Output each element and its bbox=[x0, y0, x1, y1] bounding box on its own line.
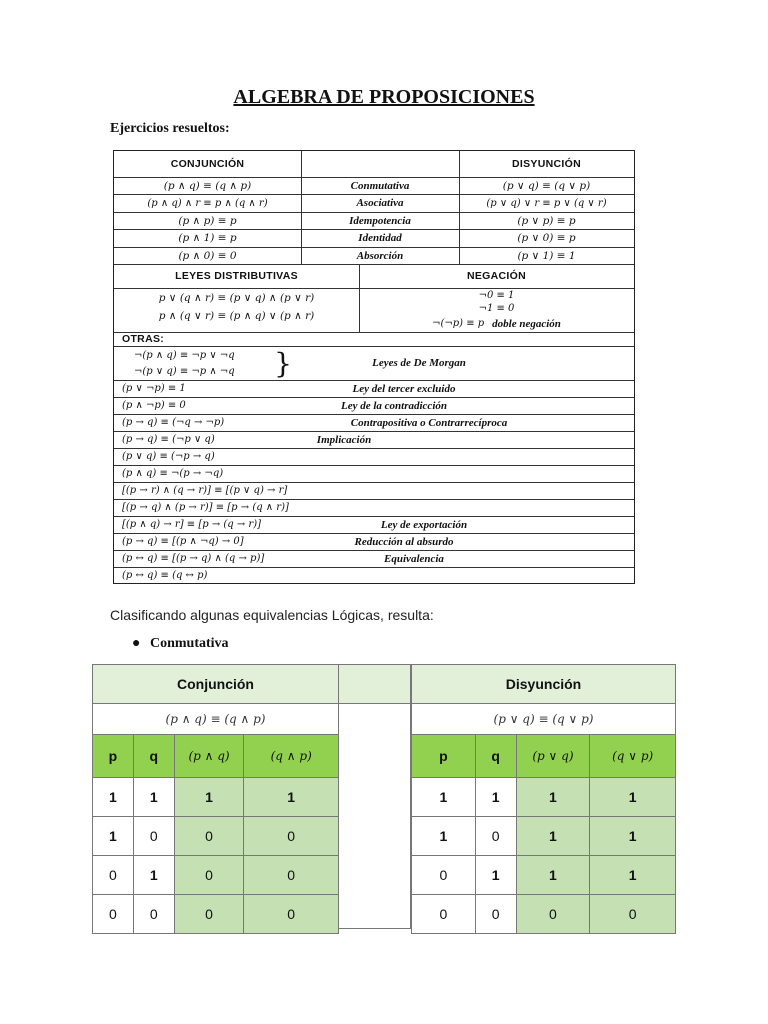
conjuncion-formula: (p ∧ q) ≡ (q ∧ p) bbox=[93, 704, 339, 735]
otras-formula: (p ∨ ¬p) ≡ 1 bbox=[122, 383, 186, 394]
distrib-formula: p ∨ (q ∧ r) ≡ (p ∨ q) ∧ (p ∨ r) bbox=[158, 292, 315, 304]
header-otras: OTRAS: bbox=[122, 333, 165, 345]
cell: 1 bbox=[590, 817, 676, 856]
table-row bbox=[412, 817, 676, 856]
otras-name: Ley de la contradicción bbox=[340, 399, 447, 412]
cell: 1 bbox=[244, 778, 339, 817]
cell: 0 bbox=[93, 856, 134, 895]
col-header: (p ∨ q) bbox=[516, 735, 590, 778]
subtitle: Ejercicios resueltos: bbox=[110, 121, 230, 136]
cell: 0 bbox=[412, 856, 476, 895]
otras-formula: (p ∧ ¬p) ≡ 0 bbox=[122, 400, 186, 411]
cell: 1 bbox=[133, 778, 174, 817]
table-row bbox=[93, 895, 339, 934]
col-header: (q ∨ p) bbox=[590, 735, 676, 778]
cell: 0 bbox=[475, 817, 516, 856]
otras-formula: (p ∨ q) ≡ (¬p → q) bbox=[122, 451, 215, 462]
cell: 1 bbox=[475, 778, 516, 817]
cell: 1 bbox=[174, 778, 244, 817]
rule-name: Conmutativa bbox=[350, 179, 410, 192]
rule-name: Idempotencia bbox=[349, 214, 411, 227]
table-row bbox=[412, 778, 676, 817]
negacion-doble-row bbox=[359, 315, 634, 332]
table-row bbox=[412, 856, 676, 895]
cell: 0 bbox=[174, 817, 244, 856]
cell: 0 bbox=[133, 895, 174, 934]
conjuncion-truth-table bbox=[92, 664, 339, 934]
rule-right-formula: (p ∨ q) ≡ (q ∨ p) bbox=[502, 179, 591, 192]
negacion-formula: ¬(¬p) ≡ p bbox=[432, 318, 485, 329]
cell: 0 bbox=[244, 856, 339, 895]
header-negacion: NEGACIÓN bbox=[467, 270, 526, 282]
bullet-label: Conmutativa bbox=[150, 636, 229, 651]
cell: 0 bbox=[174, 856, 244, 895]
otras-formula: (p ∧ q) ≡ ¬(p → ¬q) bbox=[122, 468, 224, 479]
cell: 1 bbox=[516, 817, 590, 856]
header-disyuncion: DISYUNCIÓN bbox=[512, 158, 581, 170]
header-leyes-distributivas: LEYES DISTRIBUTIVAS bbox=[175, 270, 298, 282]
cell: 0 bbox=[174, 895, 244, 934]
spacer-column bbox=[338, 664, 411, 929]
rule-name: Asociativa bbox=[356, 197, 404, 209]
cell: 0 bbox=[244, 817, 339, 856]
demorgan-formula: ¬(p ∨ q) ≡ ¬p ∧ ¬q bbox=[134, 365, 235, 377]
rule-right-formula: (p ∨ p) ≡ p bbox=[517, 214, 576, 227]
rule-left-formula: (p ∧ 0) ≡ 0 bbox=[178, 249, 237, 262]
disyuncion-truth-table bbox=[411, 664, 676, 934]
demorgan-formula: ¬(p ∧ q) ≡ ¬p ∨ ¬q bbox=[134, 349, 235, 361]
cell: 1 bbox=[516, 856, 590, 895]
otras-formula: (p ↔ q) ≡ [(p → q) ∧ (q → p)] bbox=[122, 553, 265, 564]
rule-right-formula: (p ∨ 1) ≡ 1 bbox=[517, 249, 576, 262]
page-title: ALGEBRA DE PROPOSICIONES bbox=[233, 86, 535, 108]
disyuncion-formula: (p ∨ q) ≡ (q ∨ p) bbox=[412, 704, 676, 735]
otras-name: Equivalencia bbox=[384, 552, 444, 565]
cell: 1 bbox=[93, 817, 134, 856]
col-header: q bbox=[475, 735, 516, 778]
table-row bbox=[93, 817, 339, 856]
negacion-formula: ¬1 ≡ 0 bbox=[478, 303, 515, 314]
bullet-icon: ● bbox=[132, 636, 141, 651]
cell: 1 bbox=[590, 856, 676, 895]
distrib-formula: p ∧ (q ∨ r) ≡ (p ∧ q) ∨ (p ∧ r) bbox=[158, 310, 315, 322]
cell: 1 bbox=[412, 778, 476, 817]
otras-formula: [(p → r) ∧ (q → r)] ≡ [(p ∨ q) → r] bbox=[122, 485, 288, 496]
cell: 1 bbox=[133, 856, 174, 895]
col-header: (q ∧ p) bbox=[244, 735, 339, 778]
otras-name: Implicación bbox=[316, 433, 372, 446]
cell: 0 bbox=[590, 895, 676, 934]
rule-name: Identidad bbox=[358, 232, 402, 244]
disyuncion-title: Disyunción bbox=[412, 665, 676, 704]
col-header: p bbox=[412, 735, 476, 778]
cell: 0 bbox=[516, 895, 590, 934]
brace-icon: } bbox=[274, 346, 292, 380]
rule-name: Absorción bbox=[356, 249, 404, 262]
rule-right-formula: (p ∨ 0) ≡ p bbox=[517, 232, 576, 244]
cell: 0 bbox=[475, 895, 516, 934]
rule-left-formula: (p ∧ 1) ≡ p bbox=[178, 232, 237, 244]
cell: 1 bbox=[412, 817, 476, 856]
otras-name: Contrapositiva o Contrarrecíproca bbox=[350, 416, 508, 429]
conjuncion-title: Conjunción bbox=[93, 665, 339, 704]
otras-name: Reducción al absurdo bbox=[354, 535, 454, 548]
otras-formula: [(p → q) ∧ (p → r)] ≡ [p → (q ∧ r)] bbox=[122, 502, 289, 513]
cell: 1 bbox=[516, 778, 590, 817]
otras-formula: (p → q) ≡ [(p ∧ ¬q) → 0] bbox=[122, 536, 244, 547]
negacion-formula: ¬0 ≡ 1 bbox=[478, 290, 515, 301]
rules-summary-table bbox=[113, 150, 635, 584]
cell: 0 bbox=[133, 817, 174, 856]
table-row bbox=[93, 856, 339, 895]
col-header: (p ∧ q) bbox=[174, 735, 244, 778]
table-row bbox=[412, 895, 676, 934]
bullet-item bbox=[132, 636, 229, 652]
rule-left-formula: (p ∧ p) ≡ p bbox=[178, 214, 237, 227]
otras-formula: (p → q) ≡ (¬p ∨ q) bbox=[122, 434, 215, 445]
cell: 0 bbox=[412, 895, 476, 934]
cell: 1 bbox=[93, 778, 134, 817]
otras-formula: (p ↔ q) ≡ (q ↔ p) bbox=[122, 569, 208, 581]
otras-formula: (p → q) ≡ (¬q → ¬p) bbox=[122, 417, 225, 428]
negacion-name: doble negación bbox=[492, 317, 561, 330]
col-header: p bbox=[93, 735, 134, 778]
otras-formula: [(p ∧ q) → r] ≡ [p → (q → r)] bbox=[122, 519, 261, 530]
otras-name: Ley del tercer excluido bbox=[352, 382, 456, 395]
cell: 1 bbox=[590, 778, 676, 817]
table-row bbox=[93, 778, 339, 817]
header-conjuncion: CONJUNCIÓN bbox=[170, 158, 245, 170]
cell: 0 bbox=[244, 895, 339, 934]
col-header: q bbox=[133, 735, 174, 778]
rule-left-formula: (p ∧ q) ∧ r ≡ p ∧ (q ∧ r) bbox=[147, 197, 268, 209]
cell: 1 bbox=[475, 856, 516, 895]
demorgan-name: Leyes de De Morgan bbox=[372, 357, 466, 369]
rule-left-formula: (p ∧ q) ≡ (q ∧ p) bbox=[163, 179, 252, 192]
intro-paragraph: Clasificando algunas equivalencias Lógicas, resulta: bbox=[110, 607, 434, 623]
cell: 0 bbox=[93, 895, 134, 934]
rule-right-formula: (p ∨ q) ∨ r ≡ p ∨ (q ∨ r) bbox=[486, 197, 607, 209]
otras-name: Ley de exportación bbox=[380, 518, 468, 531]
